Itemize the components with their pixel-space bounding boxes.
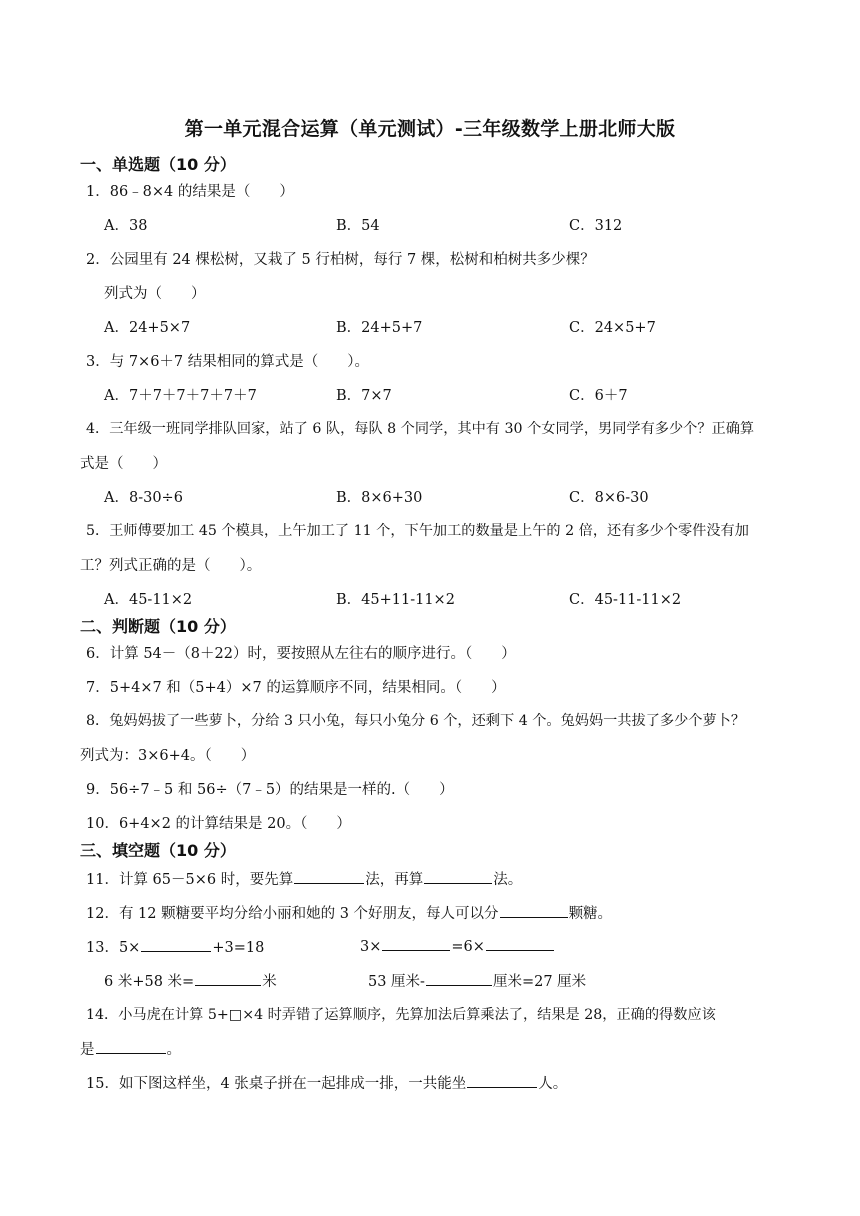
question-13-part-3	[104, 970, 277, 991]
question-13-text-a1: 13．5×	[86, 940, 141, 956]
question-7: 7．5+4×7 和（5+4）×7 的运算顺序不同，结果相同。（ ）	[86, 680, 506, 696]
question-3-stem: 3．与 7×6＋7 结果相同的算式是（ ）。	[86, 354, 370, 370]
question-5-option-b[interactable]: B．45+11-11×2	[336, 592, 455, 608]
question-1-option-a[interactable]: A．38	[104, 218, 148, 234]
question-10: 10．6+4×2 的计算结果是 20。（ ）	[86, 816, 351, 832]
question-9: 9．56÷7﹣5 和 56÷（7﹣5）的结果是一样的.（ ）	[86, 782, 454, 798]
answer-blank[interactable]	[141, 937, 211, 952]
question-8-continuation: 列式为：3×6+4。（ ）	[80, 748, 256, 764]
question-2-option-b[interactable]: B．24+5+7	[336, 320, 423, 336]
section-heading-single-choice: 一、单选题（10 分）	[80, 155, 236, 174]
answer-blank[interactable]	[96, 1039, 166, 1054]
question-14-text-b: 。	[166, 1042, 181, 1058]
question-5-continuation: 工？列式正确的是（ ）。	[80, 558, 262, 574]
question-13-part-1	[86, 936, 264, 957]
question-13-text-b2: =6×	[451, 939, 485, 955]
question-13-part-4	[368, 970, 586, 991]
question-2-sub: 列式为（ ）	[104, 286, 206, 302]
answer-blank[interactable]	[426, 971, 492, 986]
question-12-text-b: 颗糖。	[568, 906, 613, 922]
question-13-text-d2: 厘米=27 厘米	[492, 974, 587, 990]
question-4-stem: 4．三年级一班同学排队回家，站了 6 队，每队 8 个同学，其中有 30 个女同学，男同学有多少个？正确算	[86, 421, 755, 437]
question-11-text-a: 11．计算 65－5×6 时，要先算	[86, 872, 294, 888]
answer-blank[interactable]	[467, 1073, 537, 1088]
question-3-option-b[interactable]: B．7×7	[336, 388, 392, 404]
answer-blank[interactable]	[486, 936, 554, 951]
question-1-stem: 1．86﹣8×4 的结果是（ ）	[86, 184, 294, 200]
question-5-option-c[interactable]: C．45-11-11×2	[569, 592, 682, 608]
question-14-stem: 14．小马虎在计算 5+□×4 时弄错了运算顺序，先算加法后算乘法了，结果是 28，正确的得数应该	[86, 1007, 716, 1023]
question-2-option-c[interactable]: C．24×5+7	[569, 320, 656, 336]
question-14-continuation	[80, 1038, 181, 1059]
page-title: 第一单元混合运算（单元测试）-三年级数学上册北师大版	[184, 118, 676, 140]
question-1-option-b[interactable]: B．54	[336, 218, 380, 234]
question-1-option-c[interactable]: C．312	[569, 218, 623, 234]
question-4-option-a[interactable]: A．8-30÷6	[104, 490, 183, 506]
question-12-text-a: 12．有 12 颗糖要平均分给小丽和她的 3 个好朋友，每人可以分	[86, 906, 499, 922]
question-13-text-c1: 6 米+58 米=	[104, 974, 195, 990]
question-11	[86, 868, 522, 889]
question-3-option-a[interactable]: A．7＋7＋7＋7＋7＋7	[104, 388, 257, 404]
question-15-text-a: 15．如下图这样坐，4 张桌子拼在一起排成一排，一共能坐	[86, 1076, 467, 1092]
answer-blank[interactable]	[424, 869, 492, 884]
question-12	[86, 902, 612, 923]
answer-blank[interactable]	[294, 869, 364, 884]
question-3-option-c[interactable]: C．6＋7	[569, 388, 628, 404]
question-15-text-b: 人。	[538, 1076, 568, 1092]
question-4-continuation: 式是（ ）	[80, 456, 167, 472]
question-11-text-b: 法，再算	[365, 872, 424, 888]
question-11-text-c: 法。	[493, 872, 523, 888]
question-13-text-a2: +3=18	[212, 940, 265, 956]
section-heading-true-false: 二、判断题（10 分）	[80, 617, 236, 636]
question-14-text-a: 是	[80, 1042, 95, 1058]
question-4-option-c[interactable]: C．8×6-30	[569, 490, 649, 506]
answer-blank[interactable]	[382, 936, 450, 951]
question-5-option-a[interactable]: A．45-11×2	[104, 592, 193, 608]
question-8-stem: 8．兔妈妈拔了一些萝卜，分给 3 只小兔，每只小兔分 6 个，还剩下 4 个。兔妈妈一共拔了多少个萝卜？	[86, 713, 746, 729]
question-13-text-d1: 53 厘米-	[368, 974, 425, 990]
question-4-option-b[interactable]: B．8×6+30	[336, 490, 423, 506]
section-heading-fill-blank: 三、填空题（10 分）	[80, 841, 236, 860]
question-13-text-b1: 3×	[360, 939, 382, 955]
answer-blank[interactable]	[195, 971, 261, 986]
question-13-part-2	[360, 936, 555, 955]
question-15	[86, 1072, 567, 1093]
question-13-text-c2: 米	[262, 974, 277, 990]
question-2-stem: 2．公园里有 24 棵松树，又栽了 5 行柏树，每行 7 棵，松树和柏树共多少棵？	[86, 252, 595, 268]
question-5-stem: 5．王师傅要加工 45 个模具，上午加工了 11 个，下午加工的数量是上午的 2 倍，还有多少个零件没有加	[86, 523, 749, 539]
question-2-option-a[interactable]: A．24+5×7	[104, 320, 191, 336]
answer-blank[interactable]	[500, 903, 568, 918]
question-6: 6．计算 54－（8＋22）时，要按照从左往右的顺序进行。（ ）	[86, 646, 516, 662]
